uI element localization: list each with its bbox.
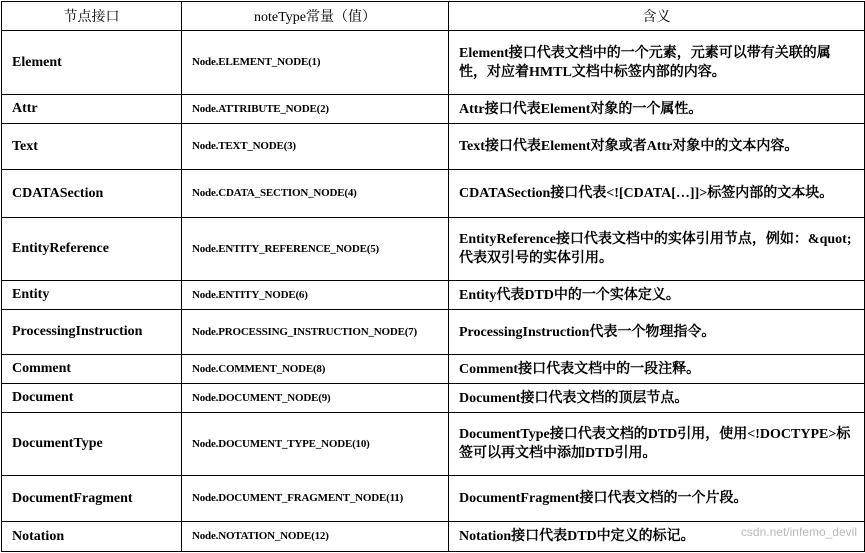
meaning-cell: CDATASection接口代表<![CDATA[…]]>标签内部的文本块。: [449, 170, 865, 218]
interface-cell: Document: [2, 384, 182, 413]
meaning-cell: Attr接口代表Element对象的一个属性。: [449, 95, 865, 124]
constant-cell: Node.DOCUMENT_NODE(9): [182, 384, 449, 413]
interface-cell: Text: [2, 124, 182, 170]
constant-cell: Node.DOCUMENT_FRAGMENT_NODE(11): [182, 476, 449, 522]
constant-cell: Node.CDATA_SECTION_NODE(4): [182, 170, 449, 218]
table-row: [2, 476, 865, 522]
table-row: [2, 124, 865, 170]
constant-cell: Node.TEXT_NODE(3): [182, 124, 449, 170]
table-row: [2, 281, 865, 310]
meaning-cell: Element接口代表文档中的一个元素，元素可以带有关联的属性，对应着HMTL文档中标签内部的内容。: [449, 31, 865, 95]
interface-cell: Notation: [2, 522, 182, 552]
watermark-text: csdn.net/infemo_devil: [740, 525, 857, 539]
interface-cell: Comment: [2, 355, 182, 384]
meaning-cell: Entity代表DTD中的一个实体定义。: [449, 281, 865, 310]
meaning-cell: Comment接口代表文档中的一段注释。: [449, 355, 865, 384]
constant-cell: Node.DOCUMENT_TYPE_NODE(10): [182, 413, 449, 476]
table-row: [2, 413, 865, 476]
interface-cell: DocumentFragment: [2, 476, 182, 522]
table-row: [2, 31, 865, 95]
constant-cell: Node.ELEMENT_NODE(1): [182, 31, 449, 95]
meaning-cell: Notation接口代表DTD中定义的标记。: [449, 522, 865, 552]
meaning-cell: Document接口代表文档的顶层节点。: [449, 384, 865, 413]
table-row: [2, 355, 865, 384]
interface-cell: Entity: [2, 281, 182, 310]
meaning-cell: DocumentType接口代表文档的DTD引用，使用<!DOCTYPE>标签可以再文档中添加DTD引用。: [449, 413, 865, 476]
meaning-cell: ProcessingInstruction代表一个物理指令。: [449, 310, 865, 355]
interface-cell: EntityReference: [2, 218, 182, 281]
constant-cell: Node.ENTITY_NODE(6): [182, 281, 449, 310]
constant-cell: Node.PROCESSING_INSTRUCTION_NODE(7): [182, 310, 449, 355]
table-row: [2, 522, 865, 552]
table-row: [2, 384, 865, 413]
header-constant: noteType常量（值）: [182, 2, 449, 31]
meaning-cell: EntityReference接口代表文档中的实体引用节点，例如：&quot;代表双引号的实体引用。: [449, 218, 865, 281]
interface-cell: CDATASection: [2, 170, 182, 218]
header-row: [2, 2, 865, 31]
constant-cell: Node.ENTITY_REFERENCE_NODE(5): [182, 218, 449, 281]
meaning-cell: Text接口代表Element对象或者Attr对象中的文本内容。: [449, 124, 865, 170]
interface-cell: Attr: [2, 95, 182, 124]
header-interface: 节点接口: [2, 2, 182, 31]
table-row: [2, 95, 865, 124]
node-types-table: [1, 1, 865, 552]
header-meaning: 含义: [449, 2, 865, 31]
interface-cell: DocumentType: [2, 413, 182, 476]
constant-cell: Node.ATTRIBUTE_NODE(2): [182, 95, 449, 124]
constant-cell: Node.COMMENT_NODE(8): [182, 355, 449, 384]
table-row: [2, 218, 865, 281]
meaning-cell: DocumentFragment接口代表文档的一个片段。: [449, 476, 865, 522]
table-row: [2, 310, 865, 355]
interface-cell: Element: [2, 31, 182, 95]
constant-cell: Node.NOTATION_NODE(12): [182, 522, 449, 552]
interface-cell: ProcessingInstruction: [2, 310, 182, 355]
table-row: [2, 170, 865, 218]
